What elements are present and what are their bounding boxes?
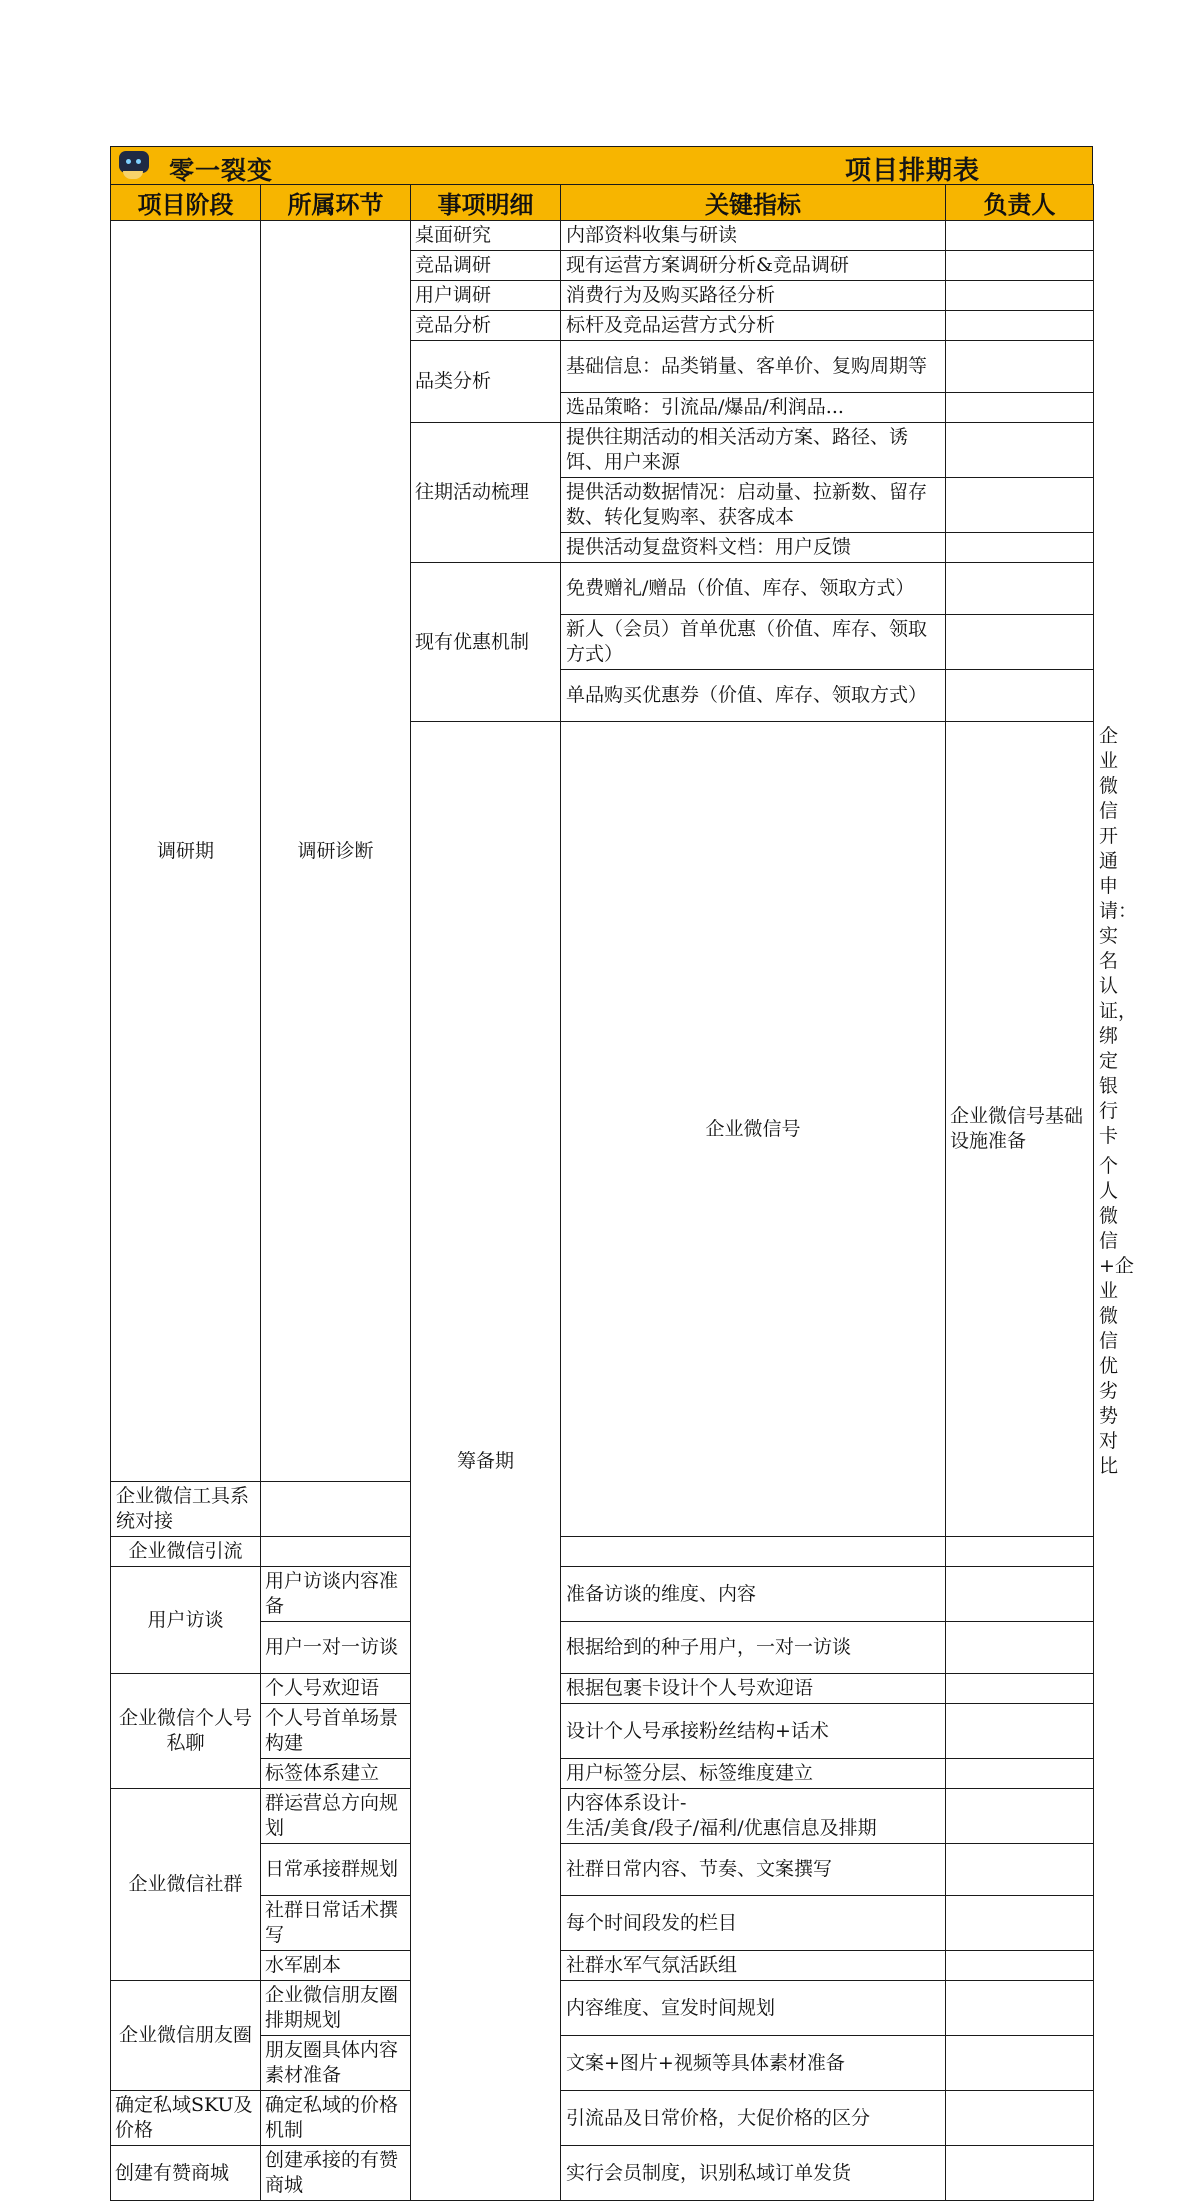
owner-cell[interactable]	[261, 1482, 411, 1537]
kpi-cell: 单品购买优惠券（价值、库存、领取方式）	[561, 670, 946, 722]
kpi-cell: 每个时间段发的栏目	[561, 1896, 946, 1951]
stage-cell: 确定私域SKU及价格	[111, 2091, 261, 2146]
item-cell: 个人号首单场景构建	[261, 1704, 411, 1759]
kpi-cell: 社群日常内容、节奏、文案撰写	[561, 1844, 946, 1896]
owner-cell[interactable]	[946, 1567, 1094, 1622]
owner-cell[interactable]	[946, 1704, 1094, 1759]
kpi-cell: 企业微信工具系统对接	[111, 1482, 261, 1537]
item-cell: 竞品分析	[411, 311, 561, 341]
logo-accent	[123, 171, 143, 179]
table-row	[111, 1789, 1094, 1844]
kpi-cell	[561, 1537, 946, 1567]
kpi-cell: 标杆及竞品运营方式分析	[561, 311, 946, 341]
col-header-owner: 负责人	[946, 185, 1094, 221]
owner-cell[interactable]	[946, 670, 1094, 722]
item-cell: 确定私域的价格机制	[261, 2091, 411, 2146]
table-row	[111, 2146, 1094, 2201]
item-cell: 企业微信朋友圈排期规划	[261, 1981, 411, 2036]
owner-cell[interactable]	[946, 1674, 1094, 1704]
schedule-table	[110, 184, 1138, 2201]
table-row	[111, 1567, 1094, 1622]
kpi-cell: 文案+图片+视频等具体素材准备	[561, 2036, 946, 2091]
owner-cell[interactable]	[946, 615, 1094, 670]
phase-cell: 筹备期	[411, 722, 561, 2201]
kpi-cell: 内部资料收集与研读	[561, 221, 946, 251]
owner-cell[interactable]	[946, 1844, 1094, 1896]
stage-cell: 企业微信个人号私聊	[111, 1674, 261, 1789]
owner-cell[interactable]	[946, 251, 1094, 281]
owner-cell[interactable]	[946, 2036, 1094, 2091]
stage-cell: 企业微信引流	[111, 1537, 261, 1567]
table-row	[111, 1537, 1094, 1567]
owner-cell[interactable]	[946, 2146, 1094, 2201]
owner-cell[interactable]	[946, 563, 1094, 615]
kpi-cell: 基础信息：品类销量、客单价、复购周期等	[561, 341, 946, 393]
schedule-sheet	[110, 146, 1138, 2201]
document-title: 项目排期表	[844, 156, 980, 186]
item-cell: 创建承接的有赞商城	[261, 2146, 411, 2201]
owner-cell[interactable]	[946, 311, 1094, 341]
owner-cell[interactable]	[946, 423, 1094, 478]
header-row	[111, 185, 1094, 221]
item-cell: 群运营总方向规划	[261, 1789, 411, 1844]
kpi-cell: 实行会员制度，识别私域订单发货	[561, 2146, 946, 2201]
kpi-cell: 现有运营方案调研分析&竞品调研	[561, 251, 946, 281]
kpi-cell: 提供活动数据情况：启动量、拉新数、留存数、转化复购率、获客成本	[561, 478, 946, 533]
stage-cell: 企业微信社群	[111, 1789, 261, 1981]
kpi-cell: 根据包裹卡设计个人号欢迎语	[561, 1674, 946, 1704]
table-row	[111, 2091, 1094, 2146]
item-cell: 桌面研究	[411, 221, 561, 251]
item-cell: 社群日常话术撰写	[261, 1896, 411, 1951]
stage-cell: 调研诊断	[261, 221, 411, 1482]
item-cell	[261, 1537, 411, 1567]
kpi-cell: 提供活动复盘资料文档：用户反馈	[561, 533, 946, 563]
kpi-cell: 根据给到的种子用户，一对一访谈	[561, 1622, 946, 1674]
owner-cell[interactable]	[946, 1896, 1094, 1951]
kpi-line: 内容体系设计-	[566, 1792, 687, 1814]
kpi-cell: 引流品及日常价格，大促价格的区分	[561, 2091, 946, 2146]
col-header-kpi: 关键指标	[561, 185, 946, 221]
stage-cell: 创建有赞商城	[111, 2146, 261, 2201]
owner-cell[interactable]	[946, 221, 1094, 251]
header-banner	[110, 146, 1093, 184]
kpi-line: 生活/美食/段子/福利/优惠信息及排期	[566, 1817, 877, 1839]
item-cell: 往期活动梳理	[411, 423, 561, 563]
owner-cell[interactable]	[946, 1981, 1094, 2036]
item-cell: 现有优惠机制	[411, 563, 561, 722]
owner-cell[interactable]	[946, 1951, 1094, 1981]
item-cell: 用户访谈内容准备	[261, 1567, 411, 1622]
owner-cell[interactable]	[946, 1537, 1094, 1567]
col-header-phase: 项目阶段	[111, 185, 261, 221]
item-cell: 用户调研	[411, 281, 561, 311]
item-cell: 日常承接群规划	[261, 1844, 411, 1896]
table-row	[111, 1981, 1094, 2036]
owner-cell[interactable]	[946, 533, 1094, 563]
table-row	[111, 221, 1094, 251]
owner-cell[interactable]	[946, 1789, 1094, 1844]
item-cell: 水军剧本	[261, 1951, 411, 1981]
owner-cell[interactable]	[946, 1622, 1094, 1674]
kpi-cell: 免费赠礼/赠品（价值、库存、领取方式）	[561, 563, 946, 615]
item-cell: 品类分析	[411, 341, 561, 423]
item-cell: 竞品调研	[411, 251, 561, 281]
kpi-cell: 社群水军气氛活跃组	[561, 1951, 946, 1981]
table-row: 个人微信+企业微信优劣势对比	[1099, 1155, 1134, 1477]
owner-cell[interactable]	[946, 478, 1094, 533]
stage-cell: 企业微信号	[561, 722, 946, 1537]
stage-cell: 用户访谈	[111, 1567, 261, 1674]
item-cell: 朋友圈具体内容素材准备	[261, 2036, 411, 2091]
col-header-item: 事项明细	[411, 185, 561, 221]
kpi-cell: 内容维度、宣发时间规划	[561, 1981, 946, 2036]
col-header-stage: 所属环节	[261, 185, 411, 221]
owner-cell[interactable]	[946, 2091, 1094, 2146]
kpi-cell: 设计个人号承接粉丝结构+话术	[561, 1704, 946, 1759]
owner-cell[interactable]	[946, 393, 1094, 423]
kpi-cell: 准备访谈的维度、内容	[561, 1567, 946, 1622]
kpi-cell: 消费行为及购买路径分析	[561, 281, 946, 311]
robot-logo-icon	[119, 151, 149, 173]
table-row	[111, 1674, 1094, 1704]
brand-name: 零一裂变	[169, 156, 274, 185]
owner-cell[interactable]	[946, 1759, 1094, 1789]
table-row: 筹备期 企业微信号 企业微信号基础设施准备 企业微信开通申请：实名认证，绑定银行卡	[111, 722, 1094, 1152]
stage-cell: 企业微信朋友圈	[111, 1981, 261, 2091]
owner-cell[interactable]	[946, 281, 1094, 311]
phase-cell: 调研期	[111, 221, 261, 1482]
item-cell: 企业微信号基础设施准备	[946, 722, 1094, 1537]
kpi-cell	[561, 1789, 946, 1844]
owner-cell[interactable]	[946, 341, 1094, 393]
kpi-cell: 选品策略：引流品/爆品/利润品...	[561, 393, 946, 423]
item-cell: 用户一对一访谈	[261, 1622, 411, 1674]
kpi-cell: 用户标签分层、标签维度建立	[561, 1759, 946, 1789]
kpi-cell: 提供往期活动的相关活动方案、路径、诱饵、用户来源	[561, 423, 946, 478]
kpi-cell: 新人（会员）首单优惠（价值、库存、领取方式）	[561, 615, 946, 670]
item-cell: 标签体系建立	[261, 1759, 411, 1789]
item-cell: 个人号欢迎语	[261, 1674, 411, 1704]
